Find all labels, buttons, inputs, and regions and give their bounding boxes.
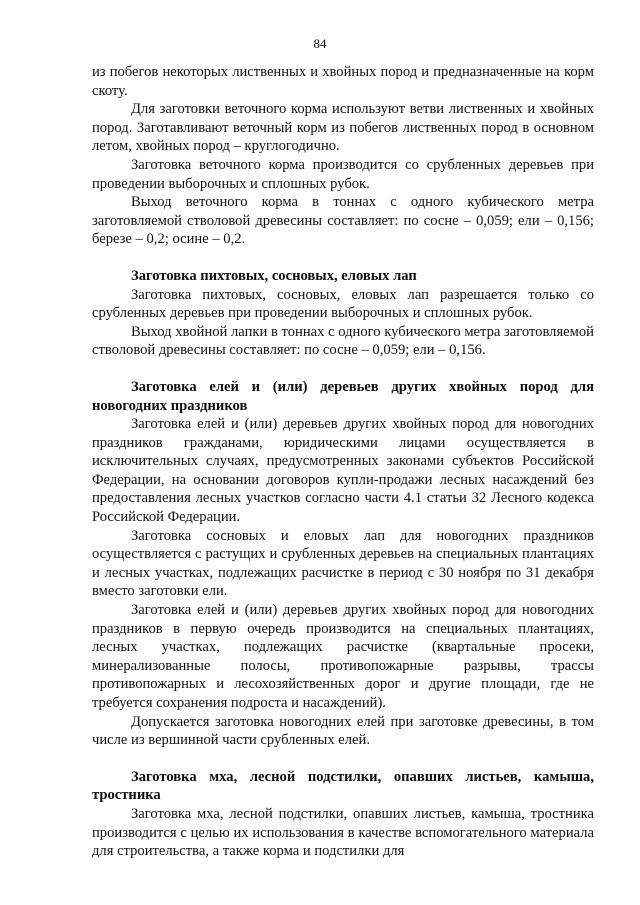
- paragraph: Допускается заготовка новогодних елей при заготовке древесины, в том числе из вершинной части срубленных елей.: [92, 713, 594, 749]
- page-body: [92, 63, 594, 861]
- section-heading: Заготовка елей и (или) деревьев других хвойных пород для новогодних праздников: [92, 378, 594, 414]
- paragraph: из побегов некоторых лиственных и хвойных пород и предназначенные на корм скоту.: [92, 64, 594, 99]
- paragraph: Заготовка елей и (или) деревьев других хвойных пород для новогодних праздников гражданами, юридическими лицами осуществляется в исключительных случаях, предусмотренных законами субъектов Российской Федерации, на основании договоров купли-продажи лесных насаждений без предоставления лесных участков согласно части 4.1 статьи 32 Лесного кодекса Российской Федерации.: [92, 416, 594, 526]
- paragraph: Для заготовки веточного корма используют ветви лиственных и хвойных пород. Заготавливают веточный корм из побегов лиственных пород в основном летом, хвойных пород – круглогодично.: [92, 101, 594, 155]
- paragraph: Заготовка сосновых и еловых лап для новогодних праздников осуществляется с растущих и срубленных деревьев на специальных плантациях и лесных участках, подлежащих расчистке в период с 30 ноября по 31 декабря вместо заготовки ели.: [92, 527, 594, 600]
- section-spacer: [92, 750, 594, 768]
- page-number: 84: [313, 36, 327, 51]
- section-spacer: [92, 249, 594, 267]
- paragraph: Выход веточного корма в тоннах с одного кубического метра заготовляемой стволовой древесины составляет: по сосне – 0,059; ели – 0,156; березе – 0,2; осине – 0,2.: [92, 194, 594, 248]
- paragraph: Выход хвойной лапки в тоннах с одного кубического метра заготовляемой стволовой древесины составляет: по сосне – 0,059; ели – 0,156.: [92, 323, 594, 359]
- section-heading: Заготовка мха, лесной подстилки, опавших листьев, камыша, тростника: [92, 768, 594, 804]
- paragraph: Заготовка веточного корма производится со срубленных деревьев при проведении выборочных и сплошных рубок.: [92, 156, 594, 192]
- paragraph: Заготовка мха, лесной подстилки, опавших листьев, камыша, тростника производится с целью их использования в качестве вспомогательного материала для строительства, а также корма и подстилки для: [92, 805, 594, 860]
- paragraph: Заготовка елей и (или) деревьев других хвойных пород для новогодних праздников в первую очередь производится на специальных плантациях, лесных участках, подлежащих расчистке (квартальные просеки, минерализованные полосы, противопожарные разрывы, трассы противопожарных и лесохозяйственных дорог и другие площади, где не требуется сохранения подроста и насаждений).: [92, 602, 594, 711]
- section-spacer: [92, 360, 594, 378]
- paragraph: Заготовка пихтовых, сосновых, еловых лап разрешается только со срубленных деревьев при проведении выборочных и сплошных рубок.: [92, 286, 594, 322]
- section-heading: Заготовка пихтовых, сосновых, еловых лап: [131, 267, 417, 284]
